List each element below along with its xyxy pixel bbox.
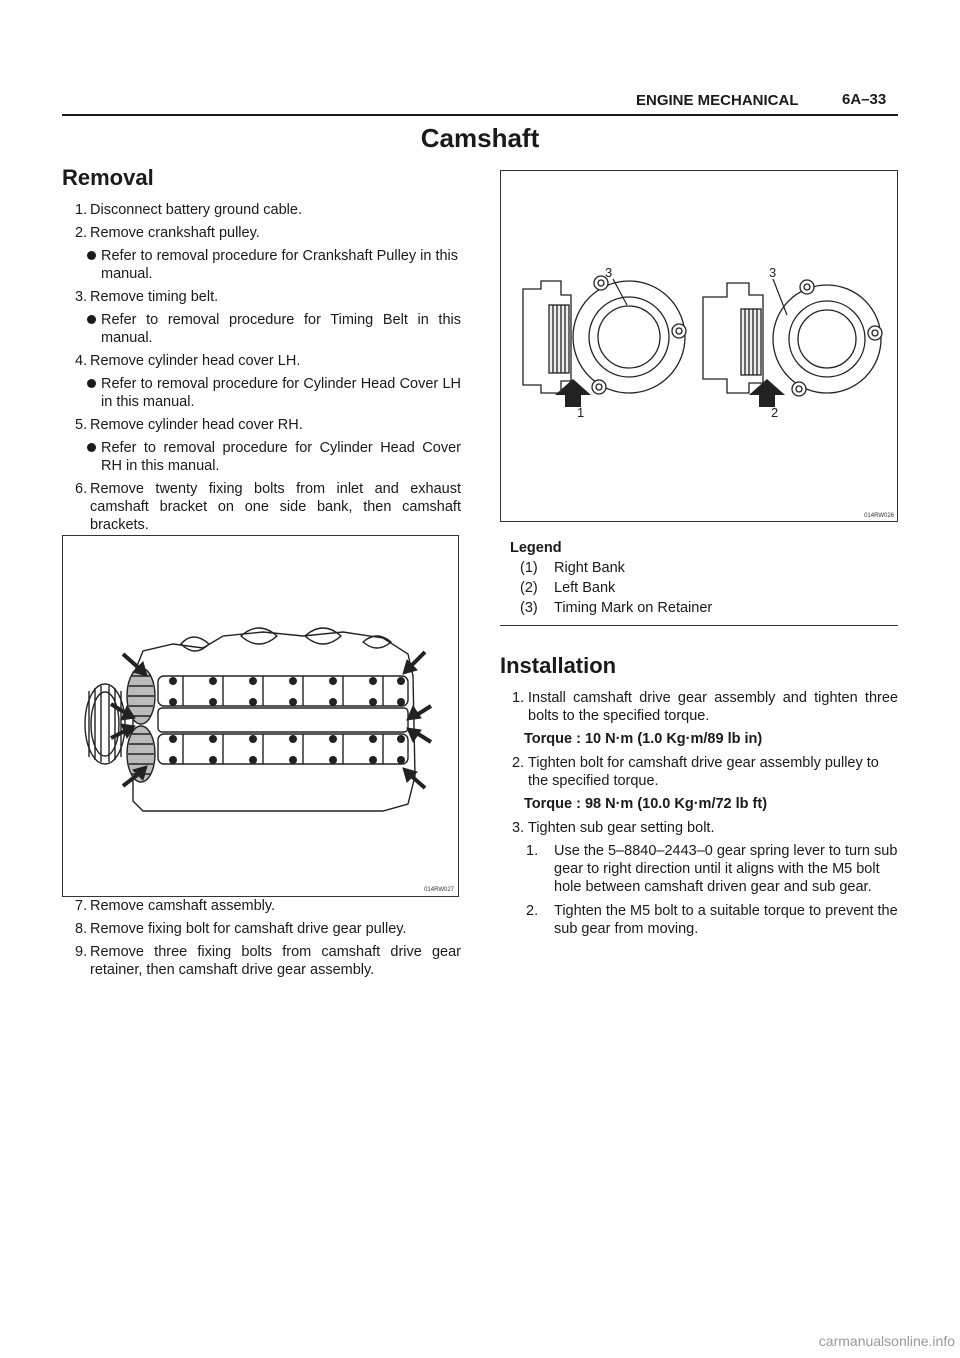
step	[75, 201, 461, 219]
step-text: Remove twenty fixing bolts from inlet and exhaust camshaft bracket on one side bank, then camshaft brackets.	[90, 481, 461, 533]
step-text: Remove fixing bolt for camshaft drive gear pulley.	[90, 921, 407, 937]
legend-item: (2) Left Bank	[520, 580, 616, 596]
callout-3-left: 3	[605, 265, 613, 280]
step-number: 7.	[75, 898, 88, 914]
step-number: 3.	[75, 289, 88, 305]
bullet-icon	[87, 443, 96, 452]
step	[512, 754, 898, 790]
figure-cylinder-head	[62, 535, 459, 897]
legend-item: (3) Timing Mark on Retainer	[520, 600, 713, 616]
step-text: Tighten sub gear setting bolt.	[528, 820, 715, 836]
step-text: Remove crankshaft pulley.	[90, 225, 260, 241]
step-text: Remove timing belt.	[90, 289, 219, 305]
callout-2: 2	[771, 405, 779, 420]
reference-note: Refer to removal procedure for Cylinder Head Cover RH in this manual.	[75, 439, 461, 475]
section-title: ENGINE MECHANICAL	[636, 92, 799, 109]
bullet-icon	[87, 379, 96, 388]
step	[75, 897, 461, 915]
cylinder-head-illustration	[63, 536, 458, 896]
removal-steps-continued	[75, 897, 461, 984]
step-text: Remove cylinder head cover LH.	[90, 353, 301, 369]
bullet-icon	[87, 251, 96, 260]
header-divider	[62, 114, 898, 116]
step	[75, 416, 461, 434]
step-number: 1.	[512, 690, 525, 706]
figure-id: 014RW026	[864, 513, 894, 519]
step-number: 3.	[512, 820, 525, 836]
legend-item: (1) Right Bank	[520, 560, 625, 576]
page-title: Camshaft	[420, 123, 540, 153]
step-text: Install camshaft drive gear assembly and tighten three bolts to the specified torque.	[528, 690, 898, 724]
step-text: Remove camshaft assembly.	[90, 898, 276, 914]
legend	[510, 538, 712, 618]
callout-1: 1	[577, 405, 585, 420]
step-number: 8.	[75, 921, 88, 937]
step-number: 4.	[75, 353, 88, 369]
step	[75, 480, 461, 534]
installation-steps	[512, 689, 898, 944]
page-number: 6A–33	[842, 91, 887, 108]
section-divider	[500, 625, 898, 626]
step-text: Disconnect battery ground cable.	[90, 202, 302, 218]
step-number: 5.	[75, 417, 88, 433]
step-text: Tighten bolt for camshaft drive gear assembly pulley to the specified torque.	[528, 755, 879, 789]
step	[75, 943, 461, 979]
step-number: 2.	[75, 225, 88, 241]
legend-title: Legend	[510, 540, 562, 556]
step-text: Remove cylinder head cover RH.	[90, 417, 303, 433]
reference-note: Refer to removal procedure for Crankshaft Pulley in this manual.	[75, 247, 461, 283]
bullet-icon	[87, 315, 96, 324]
footer-watermark: carmanualsonline.info	[818, 1333, 955, 1349]
step	[75, 920, 461, 938]
step-number: 2.	[512, 755, 525, 771]
step	[75, 224, 461, 242]
step-text: Remove three fixing bolts from camshaft drive gear retainer, then camshaft drive gear assembly.	[90, 944, 461, 978]
figure-retainers	[500, 170, 898, 522]
retainer-illustration	[501, 171, 897, 521]
reference-note: Refer to removal procedure for Cylinder Head Cover LH in this manual.	[75, 375, 461, 411]
step	[512, 689, 898, 725]
callout-3-right: 3	[769, 265, 777, 280]
removal-steps	[75, 201, 461, 539]
step-number: 9.	[75, 944, 88, 960]
sub-step: 2. Tighten the M5 bolt to a suitable torque to prevent the sub gear from moving.	[526, 903, 898, 937]
step	[75, 288, 461, 306]
step	[75, 352, 461, 370]
step	[512, 819, 898, 837]
sub-step: 1. Use the 5–8840–2443–0 gear spring lever to turn sub gear to right direction until it aligns with the M5 bolt hole between camshaft driven gear and sub gear.	[526, 843, 898, 895]
step-number: 6.	[75, 481, 88, 497]
torque-spec: Torque : 10 N·m (1.0 Kg·m/89 lb in)	[524, 731, 763, 747]
torque-spec: Torque : 98 N·m (10.0 Kg·m/72 lb ft)	[524, 796, 768, 812]
installation-heading: Installation	[500, 653, 617, 678]
step-number: 1.	[75, 202, 88, 218]
removal-heading: Removal	[62, 165, 154, 190]
figure-id: 014RW027	[424, 887, 454, 893]
reference-note: Refer to removal procedure for Timing Belt in this manual.	[75, 311, 461, 347]
